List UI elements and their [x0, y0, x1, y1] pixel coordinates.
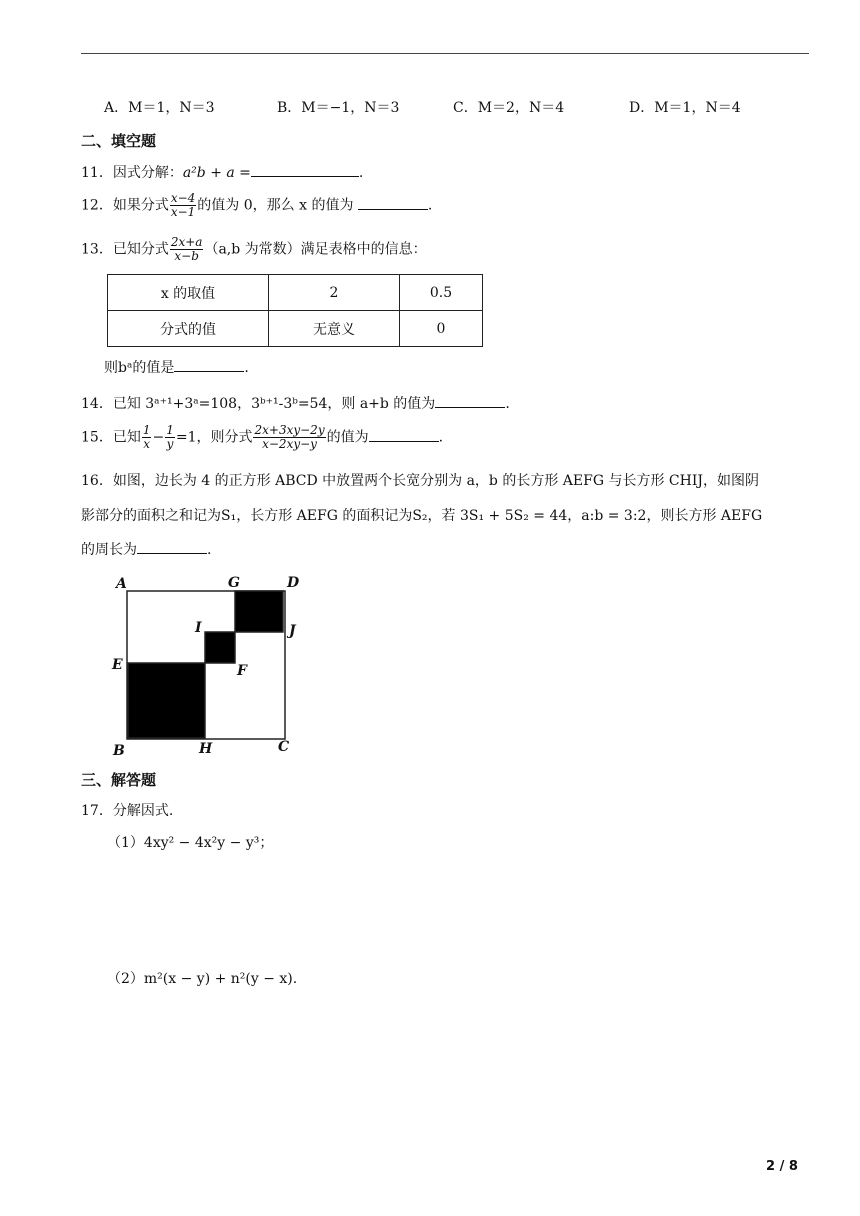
fraction: $\frac{2x+3xy-2y}{x-2xy-y}$ [254, 423, 325, 451]
geometry-figure [108, 570, 308, 760]
question-number: 11． [81, 165, 113, 181]
table-row [108, 275, 483, 311]
option-b: B．M＝−1，N＝3 [277, 100, 400, 116]
label-j: J [289, 623, 296, 639]
question-number: 14． [81, 396, 113, 412]
answer-blank [251, 162, 359, 177]
question-15: 15．已知 $\frac{1}{x}$ − $\frac{1}{y}$ =1，则分式 $\frac{2x+3xy-2y}{x-2xy-y}$ 的值为 . [81, 423, 444, 451]
question-11: 11．因式分解：a²b + a = . [81, 162, 363, 182]
label-a: A [116, 576, 127, 592]
fraction: $\frac{x-4}{x-1}$ [170, 191, 196, 219]
table-cell: 分式的值 [108, 311, 269, 347]
label-b: B [113, 743, 125, 759]
question-16-line2: 影部分的面积之和记为S₁，长方形 AEFG 的面积记为S₂，若 3S₁ + 5S₂ = 44，a:b = 3:2，则长方形 AEFG [81, 508, 763, 524]
label-i: I [195, 620, 202, 636]
question-13: 13．已知分式 $\frac{2x+a}{x-b}$ （a,b 为常数）满足表格中的信息： [81, 235, 427, 263]
question-text: 因式分解： [112, 165, 183, 181]
table-cell: 0.5 [400, 275, 483, 311]
fraction: $\frac{1}{x}$ [142, 423, 151, 451]
answer-blank [435, 393, 505, 408]
label-c: C [278, 739, 290, 755]
page-number: 2 / 8 [766, 1159, 798, 1174]
question-number: 13． [81, 241, 113, 258]
answer-blank [358, 195, 428, 210]
question-number: 17． [81, 803, 113, 819]
question-13-followup: 则bᵃ的值是 . [104, 357, 249, 377]
option-d: D．M＝1，N＝4 [629, 100, 741, 116]
label-e: E [112, 657, 123, 673]
table-cell: 2 [269, 275, 400, 311]
question-17-part2: （2）m²(x − y) + n²(y − x). [107, 971, 298, 987]
label-d: D [287, 575, 300, 591]
question-number: 12． [81, 197, 113, 214]
option-c: C．M＝2，N＝4 [453, 100, 565, 116]
section-title-fill-in: 二、填空题 [81, 132, 157, 150]
question-12: 12．如果分式 $\frac{x-4}{x-1}$ 的值为 0，那么 x 的值为 . [81, 191, 433, 219]
label-g: G [228, 575, 240, 591]
question-14: 14．已知 3ᵃ⁺¹+3ᵃ=108，3ᵇ⁺¹-3ᵇ=54，则 a+b 的值为 . [81, 393, 510, 413]
question-16-line1: 16．如图，边长为 4 的正方形 ABCD 中放置两个长宽分别为 a，b 的长方形 AEFG 与长方形 CHIJ，如图阴 [81, 473, 759, 489]
question-17-part1: （1）4xy² − 4x²y − y³； [107, 835, 274, 851]
table-row [108, 311, 483, 347]
answer-blank [369, 427, 439, 442]
label-f: F [237, 663, 247, 679]
question-16-line3: 的周长为 . [81, 539, 211, 559]
shaded-region-middle [205, 632, 235, 663]
header-rule [81, 53, 809, 54]
table-cell: 0 [400, 311, 483, 347]
option-a: A．M＝1，N＝3 [104, 100, 215, 116]
question-number: 15． [81, 429, 113, 446]
label-h: H [199, 741, 213, 757]
shaded-region-top [235, 591, 283, 632]
answer-blank [137, 539, 207, 554]
question-17: 17．分解因式. [81, 803, 174, 819]
info-table [107, 274, 483, 347]
fraction: $\frac{1}{y}$ [166, 423, 174, 451]
table-cell: x 的取值 [108, 275, 269, 311]
fraction: $\frac{2x+a}{x-b}$ [170, 235, 203, 263]
shaded-region-bottom [128, 663, 205, 738]
answer-blank [174, 357, 244, 372]
question-number: 16． [81, 473, 113, 489]
math-expression: a²b + a = [182, 165, 251, 181]
section-title-solve: 三、解答题 [81, 771, 157, 789]
table-cell: 无意义 [269, 311, 400, 347]
